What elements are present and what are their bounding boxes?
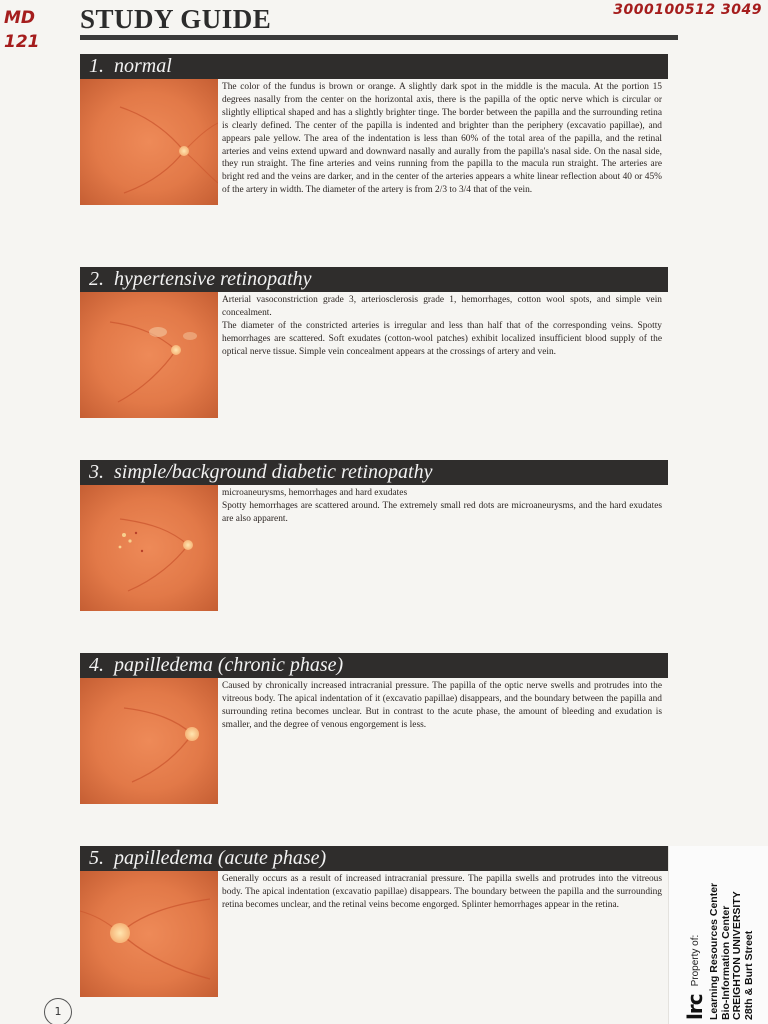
section-diabetic-retinopathy <box>80 460 668 615</box>
optic-disc <box>185 727 199 741</box>
fundus-photo <box>80 871 218 997</box>
section-normal <box>80 54 668 239</box>
description-paragraph: Spotty hemorrhages are scattered around. The extremely small red dots are microaneurysms, and the hard exudates are also apparent. <box>222 500 662 524</box>
lrc-logo: lrc <box>682 994 707 1020</box>
section-number: 4. <box>89 654 104 676</box>
handwritten-accession-number: 3000100512 3049 <box>613 2 762 18</box>
fundus-photo <box>80 79 218 205</box>
section-header <box>80 267 668 292</box>
section-description <box>222 873 662 912</box>
retinal-vessels <box>80 79 218 205</box>
fundus-photo <box>80 678 218 804</box>
retinal-vessels <box>80 292 218 418</box>
section-papilledema-chronic <box>80 653 668 808</box>
stamp-line: Bio-Information Center <box>719 905 731 1020</box>
section-description <box>222 487 662 526</box>
optic-disc <box>110 923 130 943</box>
section-number: 3. <box>89 461 104 483</box>
title-rule <box>80 35 678 40</box>
description-paragraph: The color of the fundus is brown or orange. A slightly dark spot in the middle is the macula. At the portion 15 degrees nasally from the center on the horizontal axis, there is the papilla of the optic nerve which is circular or slightly elliptical shaped and has a slightly brighter tinge. The border between the papilla and the surrounding retina is clearly defined. The center of the papilla is indented and brighter than the periphery (excavatio papillae), and appears pale yellow. The area of the indentation is less than 60% of the total area of the papilla, and the retinal arteries and veins extend upward and downward nasally and aurally from the papilla's nasal side. On the nasal side, they run straight. The fine arteries and veins running from the papilla to the macula run straight. The arteries are bright red and the veins are darker, and in the center of the arteries appears a white linear reflection about 40 or 45% of the artery in width. The diameter of the artery is from 2/3 to 3/4 that of the vein. <box>222 82 662 196</box>
page-number: 1 <box>44 998 72 1024</box>
section-number: 1. <box>89 55 104 77</box>
fundus-photo <box>80 485 218 611</box>
description-paragraph: The diameter of the constricted arteries is irregular and less than half that of the corresponding veins. Spotty hemorrhages are scattered. Soft exudates (cotton-wool patches) exhibit localized insufficient blood supply of the optical nerve tissue. Simple vein concealment appears at the crossings of artery and vein. <box>222 320 662 357</box>
section-heading: hypertensive retinopathy <box>114 268 312 290</box>
retinal-vessels <box>80 871 218 997</box>
section-header <box>80 653 668 678</box>
library-stamp <box>668 846 768 1024</box>
section-heading: simple/background diabetic retinopathy <box>114 461 433 483</box>
fundus-photo <box>80 292 218 418</box>
optic-disc <box>183 540 193 550</box>
handwritten-call-number: MD 121 <box>4 8 40 52</box>
retinal-vessels <box>80 678 218 804</box>
section-number: 5. <box>89 847 104 869</box>
retinal-vessels <box>80 485 218 611</box>
description-paragraph: Generally occurs as a result of increased intracranial pressure. The papilla swells and protrudes into the vitreous body. The apical indentation (excavatio papillae) disappears. The boundary between the papilla and the surrounding retina becomes unclear, and the retinal veins become engorged. Splinter hemorrhages appear in the retina. <box>222 874 662 910</box>
stamp-header <box>683 850 707 1020</box>
section-header <box>80 846 668 871</box>
section-description <box>222 680 662 732</box>
stamp-line: CREIGHTON UNIVERSITY <box>730 891 743 1020</box>
section-header <box>80 54 668 79</box>
optic-disc <box>171 345 181 355</box>
stamp-line: 28th & Burt Street <box>742 930 754 1020</box>
stamp-content <box>683 850 755 1020</box>
optic-disc <box>179 146 189 156</box>
section-heading: papilledema (acute phase) <box>114 847 327 869</box>
section-papilledema-acute <box>80 846 668 1001</box>
stamp-line: Learning Resources Center <box>707 882 720 1020</box>
page-title: STUDY GUIDE <box>80 4 272 34</box>
description-paragraph: Caused by chronically increased intracranial pressure. The papilla of the optic nerve swells and protrudes into the vitreous body. The apical indentation of it (excavatio papillae) disappears, and the boundary between the papilla and surrounding retina becomes unclear. But in contrast to the acute phase, the amount of bleeding and exudation is smaller, and the degree of venous engorgement is less. <box>222 681 662 730</box>
section-description <box>222 81 662 197</box>
section-header <box>80 460 668 485</box>
section-hypertensive-retinopathy <box>80 267 668 427</box>
description-paragraph: microaneurysms, hemorrhages and hard exudates <box>222 488 408 498</box>
section-heading: normal <box>114 55 172 77</box>
stamp-property-label: Property of: <box>689 934 700 987</box>
section-description <box>222 294 662 359</box>
stamp-address <box>709 850 755 1020</box>
description-paragraph: Arterial vasoconstriction grade 3, arteriosclerosis grade 1, hemorrhages, cotton wool spots, and simple vein concealment. <box>222 295 662 318</box>
section-number: 2. <box>89 268 104 290</box>
section-heading: papilledema (chronic phase) <box>114 654 344 676</box>
